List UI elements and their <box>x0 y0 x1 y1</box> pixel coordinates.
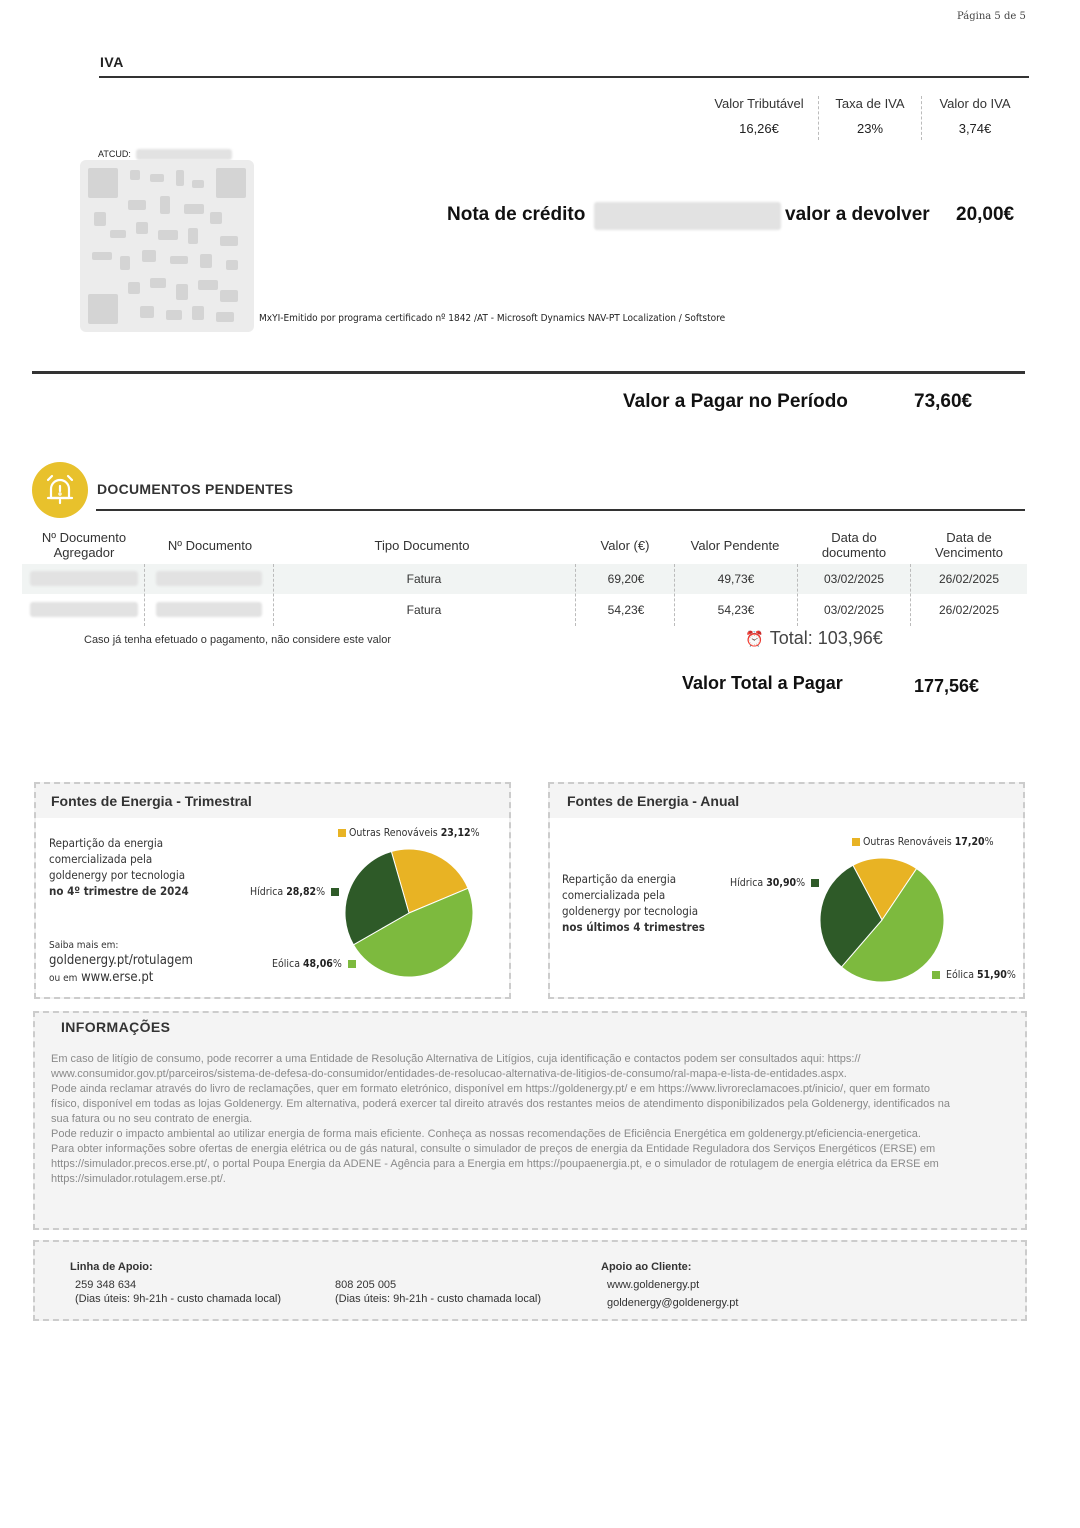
header-due-date <box>914 530 1024 560</box>
header-aggregator-line2: Agregador <box>53 545 115 560</box>
qr-module <box>160 196 170 214</box>
credit-note-amount: 20,00€ <box>956 204 1015 225</box>
qr-module <box>88 294 118 324</box>
row-due: 26/02/2025 <box>938 603 1000 617</box>
info-line: Pode reduzir o impacto ambiental ao utilizar energia de forma mais eficiente. Conheça as nossas recomendações de Eficiência Energética em goldenergy.pt/eficiencia-energetica. <box>51 1128 921 1140</box>
header-doc-date-line1: Data do <box>831 530 877 545</box>
text-line: goldenergy por tecnologia <box>562 904 699 918</box>
legend-label-other: Outras Renováveis <box>349 827 438 839</box>
text-line: Repartição da energia <box>49 836 164 850</box>
row-type: Fatura <box>406 603 442 617</box>
header-doc-date <box>800 530 908 560</box>
energy-quarterly-body <box>36 818 509 997</box>
header-due-date-line1: Data de <box>946 530 992 545</box>
qr-module <box>166 310 182 320</box>
qr-module <box>184 204 204 214</box>
legend-label-other: Outras Renováveis <box>863 836 952 848</box>
qr-module <box>176 170 184 186</box>
qr-module <box>140 306 154 318</box>
qr-module <box>210 212 222 224</box>
text-line-bold: nos últimos 4 trimestres <box>562 920 705 934</box>
credit-note-refund-label: valor a devolver <box>785 204 930 225</box>
text-line: Repartição da energia <box>562 872 677 886</box>
row-type: Fatura <box>406 572 442 586</box>
legend-swatch-other <box>852 838 860 846</box>
info-text <box>51 1052 1021 1187</box>
iva-table <box>700 96 1028 140</box>
qr-module <box>150 278 166 288</box>
column-separator <box>674 564 675 626</box>
row-value: 69,20€ <box>607 572 645 586</box>
doc-number-redacted <box>156 571 262 586</box>
legend-value-other: 17,20 <box>954 836 985 848</box>
row-date: 03/02/2025 <box>823 603 885 617</box>
legend-value-other: 23,12 <box>440 827 471 839</box>
qr-module <box>130 170 140 180</box>
row-pending: 54,23€ <box>717 603 755 617</box>
pending-total-amount: 103,96€ <box>817 628 883 648</box>
atcud-redacted <box>136 149 232 160</box>
column-separator <box>144 564 145 626</box>
qr-module <box>176 284 188 300</box>
qr-module <box>170 256 188 264</box>
text-line: goldenergy por tecnologia <box>49 868 186 882</box>
column-separator <box>575 564 576 626</box>
row-date: 03/02/2025 <box>823 572 885 586</box>
erse-link[interactable]: www.erse.pt <box>81 970 154 985</box>
qr-module <box>220 236 238 246</box>
row-due: 26/02/2025 <box>938 572 1000 586</box>
info-line: https://simulador.rotulagem.erse.pt/. <box>51 1173 226 1185</box>
credit-note-label: Nota de crédito <box>447 204 586 225</box>
info-line: Pode ainda reclamar através do livro de reclamações, quer em formato eletrónico, disponível em https://goldenergy.pt/ e em https://www.livroreclamacoes.pt/inicio/, quer em formato <box>51 1083 930 1095</box>
qr-module <box>128 282 140 294</box>
qr-module <box>110 230 126 238</box>
qr-module <box>142 250 156 262</box>
info-line: Para obter informações sobre ofertas de energia elétrica ou de gás natural, consulte o simulador de preços de energia da Entidade Reguladora dos Serviços Energéticos (ERSE) em <box>51 1143 936 1155</box>
qr-code <box>80 160 254 332</box>
page-number: Página 5 de 5 <box>957 11 1026 22</box>
support-client-title: Apoio ao Cliente: <box>601 1261 692 1273</box>
pie-chart-quarterly <box>343 847 475 979</box>
qr-module <box>136 222 148 234</box>
header-doc-number: Nº Documento <box>167 538 253 553</box>
info-line: www.consumidor.gov.pt/parceiros/sistema-de-defesa-do-consumidor/entidades-de-resolucao-alternativa-de-litigios-de-consumo/ral-mapa-e-lista-de-entidades.aspx. <box>51 1068 847 1080</box>
qr-module <box>158 230 178 240</box>
iva-value-rate: 23% <box>856 121 884 136</box>
header-doc-type: Tipo Documento <box>374 538 470 553</box>
legend-label-wind: Eólica <box>946 969 974 981</box>
iva-header-amount: Valor do IVA <box>939 96 1011 111</box>
qr-module <box>216 168 246 198</box>
header-due-date-line2: Vencimento <box>935 545 1003 560</box>
header-doc-date-line2: documento <box>821 545 887 560</box>
grand-total-label: Valor Total a Pagar <box>682 673 843 693</box>
text-line: comercializada pela <box>562 888 666 902</box>
qr-module <box>226 260 238 270</box>
phone2-note: (Dias úteis: 9h-21h - custo chamada local) <box>335 1293 542 1305</box>
energy-quarterly-title: Fontes de Energia - Trimestral <box>51 793 252 809</box>
row-pending: 49,73€ <box>717 572 755 586</box>
support-phone2 <box>335 1278 541 1306</box>
more-info-label: Saiba mais em: <box>49 940 119 951</box>
info-line: sua fatura ou no seu contrato de energia. <box>51 1113 253 1125</box>
legend-hydro: Hídrica 28,82% <box>250 886 339 898</box>
qr-module <box>88 168 118 198</box>
info-line: Em caso de litígio de consumo, pode recorrer a uma Entidade de Resolução Alternativa de Litígios, cuja identificação e contactos podem ser consultados aqui: https:// <box>51 1053 861 1065</box>
section-divider <box>32 371 1025 374</box>
pending-rule <box>96 509 1025 511</box>
legend-value-hydro: 30,90 <box>766 877 797 889</box>
qr-module <box>92 252 112 260</box>
legend-hydro: Hídrica 30,90% <box>730 877 819 889</box>
atcud-label: ATCUD: <box>98 149 131 159</box>
credit-note-number-redacted <box>594 202 781 230</box>
info-panel <box>33 1011 1027 1230</box>
qr-module <box>192 180 204 188</box>
info-line: físico, disponível em todas as lojas Goldenergy. Em alternativa, poderá exercer tal direito através dos restantes meios de atendimento disponibilizados pela Goldenergy, identificados na <box>51 1098 951 1110</box>
pie-chart-annual <box>818 856 946 984</box>
row-value: 54,23€ <box>607 603 645 617</box>
text-line-bold: no 4º trimestre de 2024 <box>49 884 189 898</box>
qr-module <box>220 290 238 302</box>
qr-module <box>192 306 204 320</box>
legend-wind: Eólica 48,06% <box>272 958 356 970</box>
energy-annual-title: Fontes de Energia - Anual <box>567 793 740 809</box>
energy-annual-body <box>550 818 1023 997</box>
legend-wind: Eólica 51,90% <box>932 969 1016 981</box>
legend-value-wind: 48,06 <box>302 958 333 970</box>
phone1-note: (Dias úteis: 9h-21h - custo chamada local) <box>75 1293 282 1305</box>
phone2-number[interactable]: 808 205 005 <box>335 1279 397 1291</box>
header-aggregator-doc <box>30 530 138 560</box>
energy-quarterly-text <box>49 835 189 899</box>
qr-module <box>216 312 234 322</box>
qr-module <box>198 280 218 290</box>
support-line-title: Linha de Apoio: <box>70 1261 153 1273</box>
phone1-number[interactable]: 259 348 634 <box>75 1279 137 1291</box>
iva-value-amount: 3,74€ <box>958 121 992 136</box>
legend-value-wind: 51,90 <box>976 969 1007 981</box>
column-separator <box>273 564 274 626</box>
qr-module <box>120 256 130 270</box>
info-line: https://simulador.precos.erse.pt/, o portal Poupa Energia da ADENE - Agência para a Energia em https://poupaenergia.pt, e o simulador de rotulagem de energia elétrica da ERSE em <box>51 1158 939 1170</box>
support-website[interactable]: www.goldenergy.pt <box>607 1279 700 1291</box>
period-label: Valor a Pagar no Período <box>623 391 848 412</box>
legend-label-hydro: Hídrica <box>730 877 764 889</box>
legend-swatch-other <box>338 829 346 837</box>
qr-module <box>150 174 164 182</box>
legend-swatch-hydro <box>331 888 339 896</box>
iva-title: IVA <box>100 54 124 70</box>
erse-link-line <box>49 970 153 987</box>
legend-other-renewables: Outras Renováveis 23,12% <box>338 827 480 839</box>
or-label: ou em <box>49 973 78 984</box>
legend-value-hydro: 28,82 <box>286 886 317 898</box>
pending-total <box>745 628 883 649</box>
column-separator <box>910 564 911 626</box>
header-aggregator-line1: Nº Documento <box>41 530 127 545</box>
iva-value-taxable: 16,26€ <box>739 121 779 136</box>
pending-total-label: Total: <box>769 628 813 648</box>
legend-label-wind: Eólica <box>272 958 300 970</box>
legend-label-hydro: Hídrica <box>250 886 284 898</box>
iva-header-taxable: Valor Tributável <box>714 96 804 111</box>
iva-rate-column <box>819 96 921 140</box>
header-pending-value: Valor Pendente <box>690 538 780 553</box>
aggregator-doc-redacted <box>30 602 138 617</box>
support-email[interactable]: goldenergy@goldenergy.pt <box>607 1297 739 1309</box>
doc-number-redacted <box>156 602 262 617</box>
qr-module <box>200 254 212 268</box>
iva-header-rate: Taxa de IVA <box>835 96 905 111</box>
certified-software-text: MxYI-Emitido por programa certificado nº 1842 /AT - Microsoft Dynamics NAV-PT Localization / Softstore <box>259 313 726 324</box>
qr-module <box>94 212 106 226</box>
support-panel <box>33 1240 1027 1321</box>
text-line: comercializada pela <box>49 852 153 866</box>
iva-taxable-column <box>700 96 818 140</box>
qr-module <box>128 200 146 210</box>
header-value: Valor (€) <box>600 538 650 553</box>
info-title: INFORMAÇÕES <box>61 1019 171 1035</box>
rotulagem-link[interactable]: goldenergy.pt/rotulagem <box>49 953 193 968</box>
payment-note: Caso já tenha efetuado o pagamento, não considere este valor <box>84 634 391 646</box>
iva-rule <box>99 76 1029 78</box>
period-amount: 73,60€ <box>914 391 973 412</box>
alarm-clock-icon: ⏰ <box>745 631 764 648</box>
energy-annual-panel <box>548 782 1025 999</box>
support-phone1 <box>75 1278 281 1306</box>
pending-documents-title: DOCUMENTOS PENDENTES <box>97 481 294 497</box>
grand-total-amount: 177,56€ <box>914 676 980 696</box>
energy-annual-text <box>562 871 705 935</box>
energy-quarterly-panel <box>34 782 511 999</box>
legend-other-renewables: Outras Renováveis 17,20% <box>852 836 994 848</box>
alarm-bell-icon <box>32 462 88 518</box>
qr-module <box>188 228 198 244</box>
aggregator-doc-redacted <box>30 571 138 586</box>
iva-amount-column <box>922 96 1028 140</box>
column-separator <box>797 564 798 626</box>
